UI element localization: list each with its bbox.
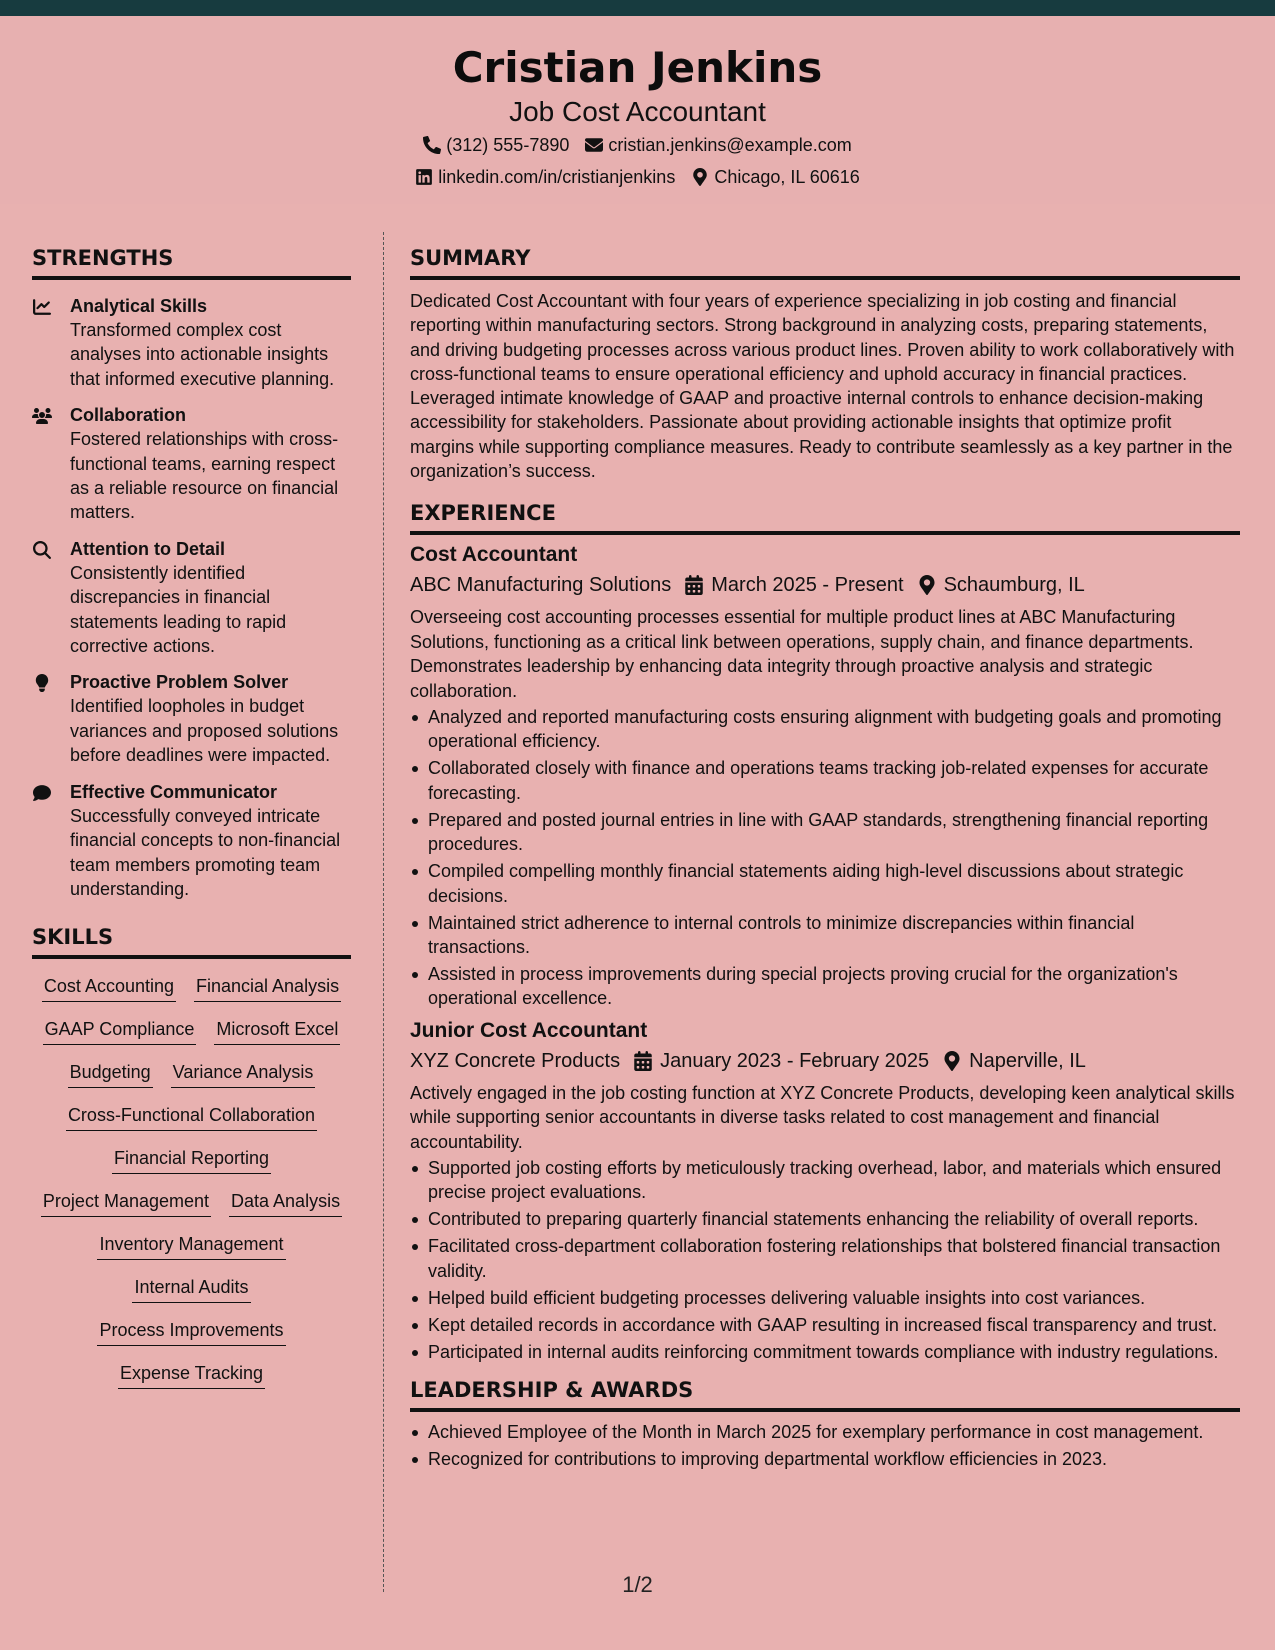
skill-tag: Inventory Management — [97, 1232, 285, 1260]
skill-tag: Financial Reporting — [112, 1146, 271, 1174]
users-icon — [32, 407, 52, 425]
experience-heading: EXPERIENCE — [410, 499, 1240, 535]
strength-item — [32, 670, 351, 767]
calendar-icon — [685, 575, 703, 595]
calendar-icon — [634, 1051, 652, 1071]
location-text: Chicago, IL 60616 — [714, 167, 860, 187]
phone-text: (312) 555-7890 — [446, 135, 570, 155]
left-column — [32, 244, 351, 1389]
skill-tag: Project Management — [41, 1189, 211, 1217]
job-bullet: Kept detailed records in accordance with GAAP resulting in increased fiscal transparency and trust. — [410, 1313, 1240, 1337]
award-item: Achieved Employee of the Month in March 2025 for exemplary performance in cost management. — [410, 1420, 1240, 1444]
job-bullet: Supported job costing efforts by meticulously tracking overhead, labor, and materials which ensured precise project evaluations. — [410, 1156, 1240, 1205]
job-bullet: Maintained strict adherence to internal controls to minimize discrepancies within financial transactions. — [410, 911, 1240, 960]
skill-tag: Variance Analysis — [171, 1060, 316, 1088]
resume-header — [0, 16, 1275, 204]
skill-tag: Process Improvements — [97, 1318, 285, 1346]
location-pin-icon — [943, 1051, 961, 1071]
job-entry — [410, 541, 1240, 1010]
job-entry — [410, 1017, 1240, 1364]
column-divider — [383, 232, 384, 1592]
strength-title: Collaboration — [70, 405, 186, 426]
lightbulb-icon — [32, 674, 52, 692]
awards-heading: LEADERSHIP & AWARDS — [410, 1376, 1240, 1412]
strength-title: Effective Communicator — [70, 781, 278, 802]
contact-row-2 — [0, 165, 1275, 189]
job-company: ABC Manufacturing Solutions — [410, 574, 672, 597]
skill-tag: Cross-Functional Collaboration — [66, 1103, 317, 1131]
strength-desc: Consistently identified discrepancies in financial statements leading to rapid corrective actions. — [70, 562, 287, 657]
job-dates: January 2023 - February 2025 — [660, 1049, 930, 1072]
job-bullets — [410, 1156, 1240, 1364]
strength-desc: Successfully conveyed intricate financial concepts to non-financial team members promoting team understanding. — [70, 805, 341, 899]
award-item: Recognized for contributions to improving departmental workflow efficiencies in 2023. — [410, 1447, 1240, 1471]
skill-tag: Expense Tracking — [118, 1361, 265, 1389]
job-bullet: Facilitated cross-department collaboration fostering relationships that bolstered financial transaction validity. — [410, 1234, 1240, 1283]
job-bullet: Contributed to preparing quarterly financial statements enhancing the reliability of overall reports. — [410, 1207, 1240, 1231]
strength-item — [32, 780, 351, 902]
location-pin-icon — [691, 168, 709, 186]
job-title: Cost Accountant — [410, 543, 578, 567]
job-bullet: Helped build efficient budgeting processes delivering valuable insights into cost variances. — [410, 1286, 1240, 1310]
email-text: cristian.jenkins@example.com — [608, 135, 852, 155]
strength-item — [32, 294, 351, 391]
contact-email[interactable] — [585, 133, 851, 157]
linkedin-text: linkedin.com/in/cristianjenkins — [438, 167, 676, 187]
strength-item — [32, 537, 351, 659]
comment-icon — [32, 784, 52, 802]
candidate-title: Job Cost Accountant — [509, 96, 766, 127]
strength-title: Analytical Skills — [70, 296, 208, 316]
skill-tag: Internal Audits — [132, 1275, 250, 1303]
top-bar — [0, 0, 1275, 16]
job-bullet: Analyzed and reported manufacturing costs ensuring alignment with budgeting goals and promoting operational efficiency. — [410, 705, 1240, 754]
job-bullet: Participated in internal audits reinforcing commitment towards compliance with industry regulations. — [410, 1340, 1240, 1364]
job-dates: March 2025 - Present — [711, 574, 904, 597]
skill-tag: GAAP Compliance — [43, 1017, 197, 1045]
chart-line-icon — [32, 298, 52, 316]
envelope-icon — [585, 136, 603, 154]
skill-tag: Data Analysis — [229, 1189, 342, 1217]
contact-location — [691, 165, 859, 189]
job-bullet: Assisted in process improvements during special projects proving crucial for the organization's operational excellence. — [410, 962, 1240, 1011]
job-meta — [410, 1047, 1240, 1075]
linkedin-icon — [415, 168, 433, 186]
skill-tag: Financial Analysis — [194, 974, 341, 1002]
strengths-list — [32, 294, 351, 901]
contact-row-1 — [0, 133, 1275, 157]
job-bullet: Prepared and posted journal entries in line with GAAP standards, strengthening financial reporting procedures. — [410, 808, 1240, 857]
strengths-heading: STRENGTHS — [32, 244, 351, 280]
skill-tag: Cost Accounting — [42, 974, 176, 1002]
job-description: Actively engaged in the job costing function at XYZ Concrete Products, developing keen analytical skills while supporting senior accountants in diverse tasks related to cost management and financial accountability. — [410, 1082, 1235, 1152]
strength-title: Attention to Detail — [70, 538, 225, 559]
job-bullet: Compiled compelling monthly financial statements aiding high-level discussions about strategic decisions. — [410, 859, 1240, 908]
strength-item — [32, 403, 351, 525]
job-location: Naperville, IL — [969, 1049, 1086, 1072]
search-icon — [32, 541, 52, 559]
skill-tag: Budgeting — [68, 1060, 153, 1088]
phone-icon — [423, 136, 441, 154]
location-pin-icon — [918, 575, 936, 595]
job-bullet: Collaborated closely with finance and operations teams tracking job-related expenses for accurate forecasting. — [410, 756, 1240, 805]
job-title: Junior Cost Accountant — [410, 1018, 648, 1042]
job-location: Schaumburg, IL — [943, 574, 1085, 597]
candidate-name: Cristian Jenkins — [452, 43, 823, 92]
job-meta — [410, 571, 1240, 599]
contact-phone — [423, 133, 569, 157]
awards-list — [410, 1420, 1240, 1471]
job-company: XYZ Concrete Products — [410, 1049, 621, 1072]
job-description: Overseeing cost accounting processes essential for multiple product lines at ABC Manufacturing Solutions, functioning as a critical link between operations, supply chain, and finance departments. Demonstrates leadership by enhancing data integrity through proactive analysis and strategic collaboration. — [410, 607, 1194, 701]
summary-text: Dedicated Cost Accountant with four years of experience specializing in job costing and financial reporting within manufacturing sectors. Strong background in analyzing costs, preparing statements, and driving budgeting processes across various product lines. Proven ability to work collaboratively with cross-functional teams to ensure operational efficiency and uphold accuracy in financial practices. Leveraged intimate knowledge of GAAP and proactive internal controls to enhance decision-making accessibility for stakeholders. Passionate about providing actionable insights that optimize profit margins while supporting compliance measures. Ready to contribute seamlessly as a key partner in the organization’s success. — [410, 291, 1235, 482]
right-column — [410, 244, 1240, 1474]
skills-heading: SKILLS — [32, 923, 351, 959]
contact-linkedin[interactable] — [415, 165, 675, 189]
strength-desc: Transformed complex cost analyses into actionable insights that informed executive planning. — [70, 320, 335, 389]
summary-heading: SUMMARY — [410, 244, 1240, 280]
job-bullets — [410, 705, 1240, 1011]
skills-list — [32, 974, 351, 1389]
skill-tag: Microsoft Excel — [214, 1017, 340, 1045]
strength-desc: Identified loopholes in budget variances and proposed solutions before deadlines were impacted. — [70, 696, 339, 766]
strength-title: Proactive Problem Solver — [70, 672, 289, 693]
strength-desc: Fostered relationships with cross-functional teams, earning respect as a reliable resource on financial matters. — [70, 429, 339, 523]
page-number: 1/2 — [622, 1572, 653, 1597]
